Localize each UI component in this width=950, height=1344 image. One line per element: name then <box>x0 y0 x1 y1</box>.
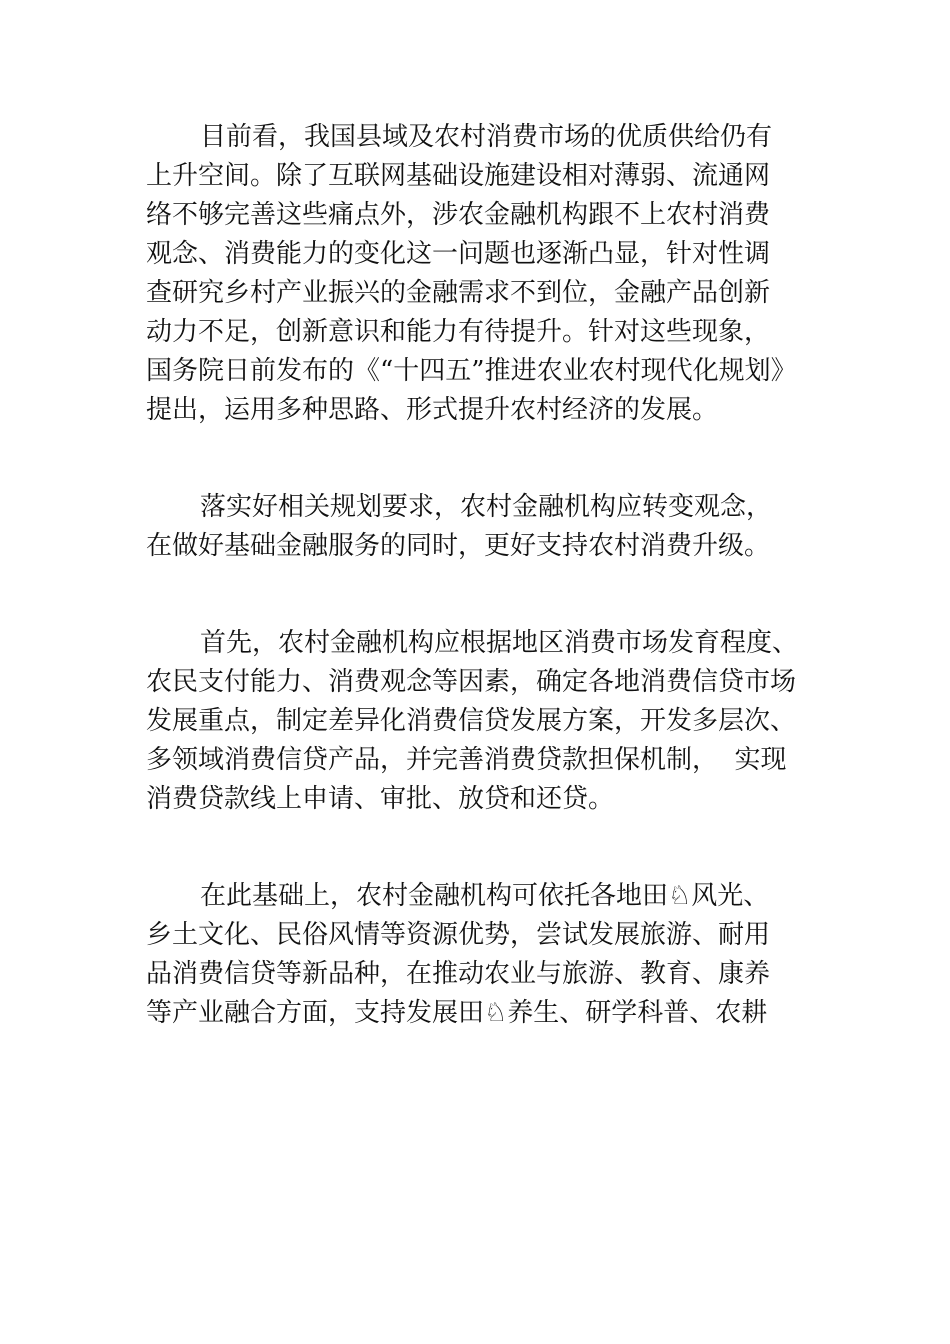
paragraph-1-line-4: 观念、消费能力的变化这一问题也逐渐凸显，针对性调 <box>146 239 771 269</box>
paragraph-4-line-2: 乡土文化、民俗风情等资源优势，尝试发展旅游、耐用 <box>146 920 771 950</box>
paragraph-2 <box>146 488 836 566</box>
paragraph-1-line-7: 国务院日前发布的《“十四五”推进农业农村现代化规划》 <box>146 356 797 386</box>
document-body <box>146 118 836 1091</box>
paragraph-4-line-4: 等产业融合方面，支持发展田♘养生、研学科普、农耕 <box>146 998 768 1028</box>
paragraph-1-line-3: 络不够完善这些痛点外，涉农金融机构跟不上农村消费 <box>146 200 771 230</box>
paragraph-4-line-3: 品消费信贷等新品种，在推动农业与旅游、教育、康养 <box>146 959 771 989</box>
paragraph-4 <box>146 877 836 1033</box>
paragraph-1-line-5: 查研究乡村产业振兴的金融需求不到位，金融产品创新 <box>146 278 771 308</box>
paragraph-1-line-6: 动力不足，创新意识和能力有待提升。针对这些现象， <box>146 317 771 347</box>
paragraph-3-line-4: 多领域消费信贷产品，并完善消费贷款担保机制， 实现 <box>146 745 787 775</box>
paragraph-3 <box>146 624 836 819</box>
paragraph-1-line-2: 上升空间。除了互联网基础设施建设相对薄弱、流通网 <box>146 161 771 191</box>
paragraph-3-line-3: 发展重点，制定差异化消费信贷发展方案，开发多层次、 <box>146 706 797 736</box>
paragraph-2-line-1: 落实好相关规划要求，农村金融机构应转变观念， <box>200 492 773 522</box>
paragraph-3-line-1: 首先，农村金融机构应根据地区消费市场发育程度、 <box>200 628 799 658</box>
paragraph-1 <box>146 118 836 430</box>
paragraph-1-line-8: 提出，运用多种思路、形式提升农村经济的发展。 <box>146 395 719 425</box>
paragraph-2-line-2: 在做好基础金融服务的同时，更好支持农村消费升级。 <box>146 531 771 561</box>
paragraph-1-line-1: 目前看，我国县域及农村消费市场的优质供给仍有 <box>200 122 773 152</box>
paragraph-3-line-2: 农民支付能力、消费观念等因素，确定各地消费信贷市场 <box>146 667 797 697</box>
paragraph-3-line-5: 消费贷款线上申请、审批、放贷和还贷。 <box>146 784 615 814</box>
paragraph-4-line-1: 在此基础上，农村金融机构可依托各地田♘风光、 <box>200 881 770 911</box>
